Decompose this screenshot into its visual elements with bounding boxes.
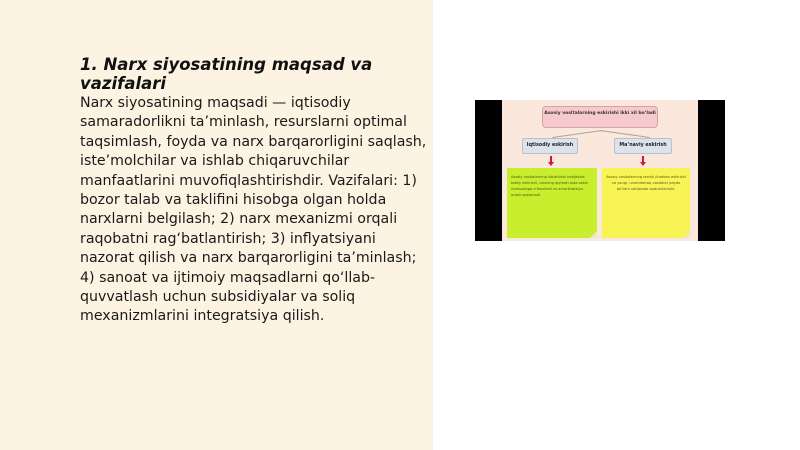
connector-line-left (552, 130, 602, 138)
slide-body-text: Narx siyosatining maqsadi — iqtisodiy samaradorlikni ta’minlash, resurslarni optimal taqsimlash, foyda va narx barqarorligini saqlash, iste’molchilar va ishlab chiqaruvchilar manfaatlarini muvofiqlashtirishdir. Vazifalari: 1) bozor talab va taklifini hisobga olgan holda narxlarni belgilash; 2) narx mexanizmi orqali raqobatni rag‘batlantirish; 3) inflyatsiyani nazorat qilish va narx barqarorligini ta’minlash; 4) sanoat va ijtimoiy maqsadlarni qo‘llab-quvvatlash uchun subsidiyalar va soliq mexanizmlarini integratsiya qilish. (80, 95, 427, 325)
diagram-image (475, 100, 725, 241)
diagram-right-box: Ma’naviy eskirish (614, 138, 672, 154)
arrow-down-icon (642, 156, 644, 164)
arrow-down-icon (550, 156, 552, 164)
diagram-right-note: Asosiy vositalarning texnik jihatdan eskirishi va yangi, unumdorroq vositalar paydo bo‘lishi natijasida qadrsizlanishi. (602, 168, 690, 238)
diagram-canvas (502, 100, 698, 241)
diagram-left-box: Iqtisodiy eskirish (522, 138, 578, 154)
connector-line-right (600, 130, 650, 138)
diagram-left-note: Asosiy vositalarning ishlatilishi natijasida tabiiy eskirishi, ularning qiymati asta-sekin mahsulotga o‘tkaziladi va amortizatsiya orqali qoplanadi. (507, 168, 597, 238)
slide-title: 1. Narx siyosatining maqsad va vazifalari (80, 55, 373, 93)
diagram-top-box: Asosiy vositalarning eskirishi ikki xil bo‘ladi (542, 106, 658, 128)
